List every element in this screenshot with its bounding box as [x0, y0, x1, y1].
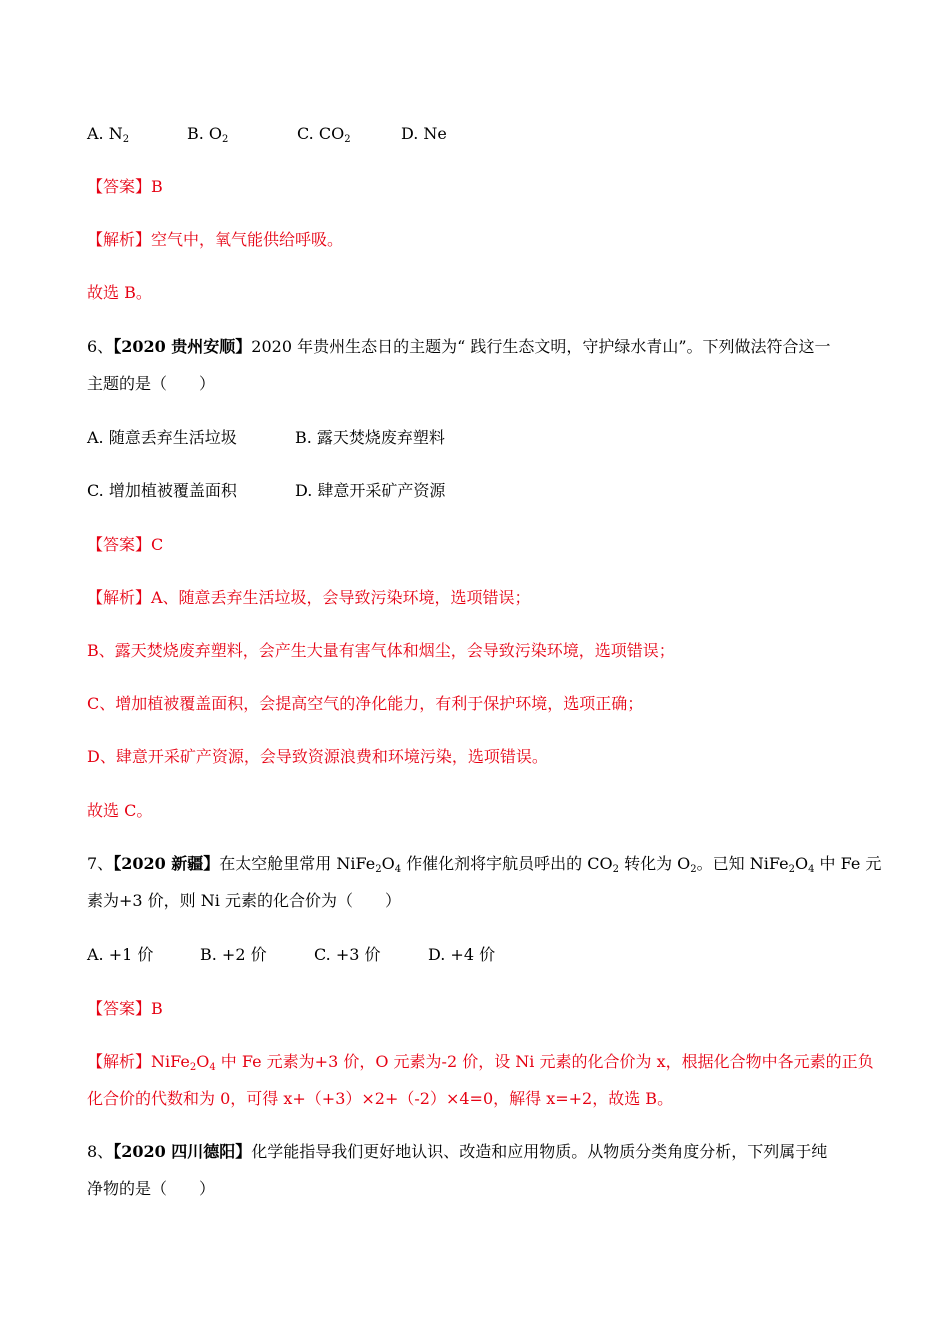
- q8-number: 8、: [87, 1142, 114, 1161]
- q5-answer: 【答案】B: [87, 177, 163, 196]
- q6-option-b: B. 露天焚烧废弃塑料: [295, 428, 445, 447]
- q8-stem-line1: [87, 1142, 827, 1162]
- q6-stem-line2: 主题的是（ ）: [87, 374, 216, 393]
- q7-option-b: B. +2 价: [200, 945, 267, 964]
- q6-stem-line1: [87, 337, 831, 357]
- q6-option-d: D. 肆意开采矿产资源: [295, 481, 446, 500]
- q5-analysis: 【解析】空气中，氧气能供给呼吸。: [87, 230, 344, 249]
- q7-stem-text: 在太空舱里常用 NiFe: [219, 854, 376, 873]
- q7-option-c: C. +3 价: [314, 945, 381, 964]
- q6-analysis-line3: C、增加植被覆盖面积，会提高空气的净化能力，有利于保护环境，选项正确；: [87, 694, 644, 713]
- q7-number: 7、: [87, 854, 114, 873]
- q6-analysis-line1: 【解析】A、随意丢弃生活垃圾，会导致污染环境，选项错误；: [87, 588, 531, 607]
- q6-answer: 【答案】C: [87, 535, 164, 554]
- q5-option-c: C. $CO_2$: [297, 124, 351, 145]
- q5-conclusion: 故选 B。: [87, 283, 152, 302]
- q5-option-d: D. Ne: [401, 124, 447, 143]
- q7-analysis-line2: 化合价的代数和为 0，可得 x+（+3）×2+（-2）×4=0，解得 x=+2，故选 B。: [87, 1089, 674, 1108]
- q7-answer: 【答案】B: [87, 999, 163, 1018]
- q5-option-a: A. $N_2$: [87, 124, 130, 145]
- q6-option-c: C. 增加植被覆盖面积: [87, 481, 237, 500]
- q6-analysis-line4: D、肆意开采矿产资源，会导致资源浪费和环境污染，选项错误。: [87, 747, 548, 766]
- q6-source: 【2020 贵州安顺】: [113, 337, 252, 356]
- q7-option-a: A. +1 价: [87, 945, 154, 964]
- q6-option-a: A. 随意丢弃生活垃圾: [87, 428, 237, 447]
- q6-number: 6、: [87, 337, 114, 356]
- q8-source: 【2020 四川德阳】: [113, 1142, 252, 1161]
- q6-stem-text: 2020 年贵州生态日的主题为“ 践行生态文明，守护绿水青山”。下列做法符合这一: [251, 337, 831, 356]
- q8-stem-line2: 净物的是（ ）: [87, 1179, 216, 1198]
- q8-stem-text: 化学能指导我们更好地认识、改造和应用物质。从物质分类角度分析，下列属于纯: [251, 1142, 828, 1161]
- q7-source: 【2020 新疆】: [113, 854, 220, 873]
- q6-analysis-line2: B、露天焚烧废弃塑料，会产生大量有害气体和烟尘，会导致污染环境，选项错误；: [87, 641, 675, 660]
- q7-stem-line2: 素为+3 价，则 Ni 元素的化合价为（ ）: [87, 891, 401, 910]
- q5-option-b: B. $O_2$: [187, 124, 229, 145]
- q6-conclusion: 故选 C。: [87, 801, 153, 820]
- q7-stem-line1: 7、【2020 新疆】在太空舱里常用 $NiFe_2O_4$ 作催化剂将宇航员呼出的 $CO_2$ 转化为 $O_2$。已知 $NiFe_2O_4$ 中 Fe 元: [87, 854, 882, 875]
- q7-analysis-line1: 【解析】$NiFe_2O_4$ 中 Fe 元素为+3 价，O 元素为-2 价，设 Ni 元素的化合价为 x，根据化合物中各元素的正负: [87, 1052, 874, 1073]
- q7-option-d: D. +4 价: [428, 945, 496, 964]
